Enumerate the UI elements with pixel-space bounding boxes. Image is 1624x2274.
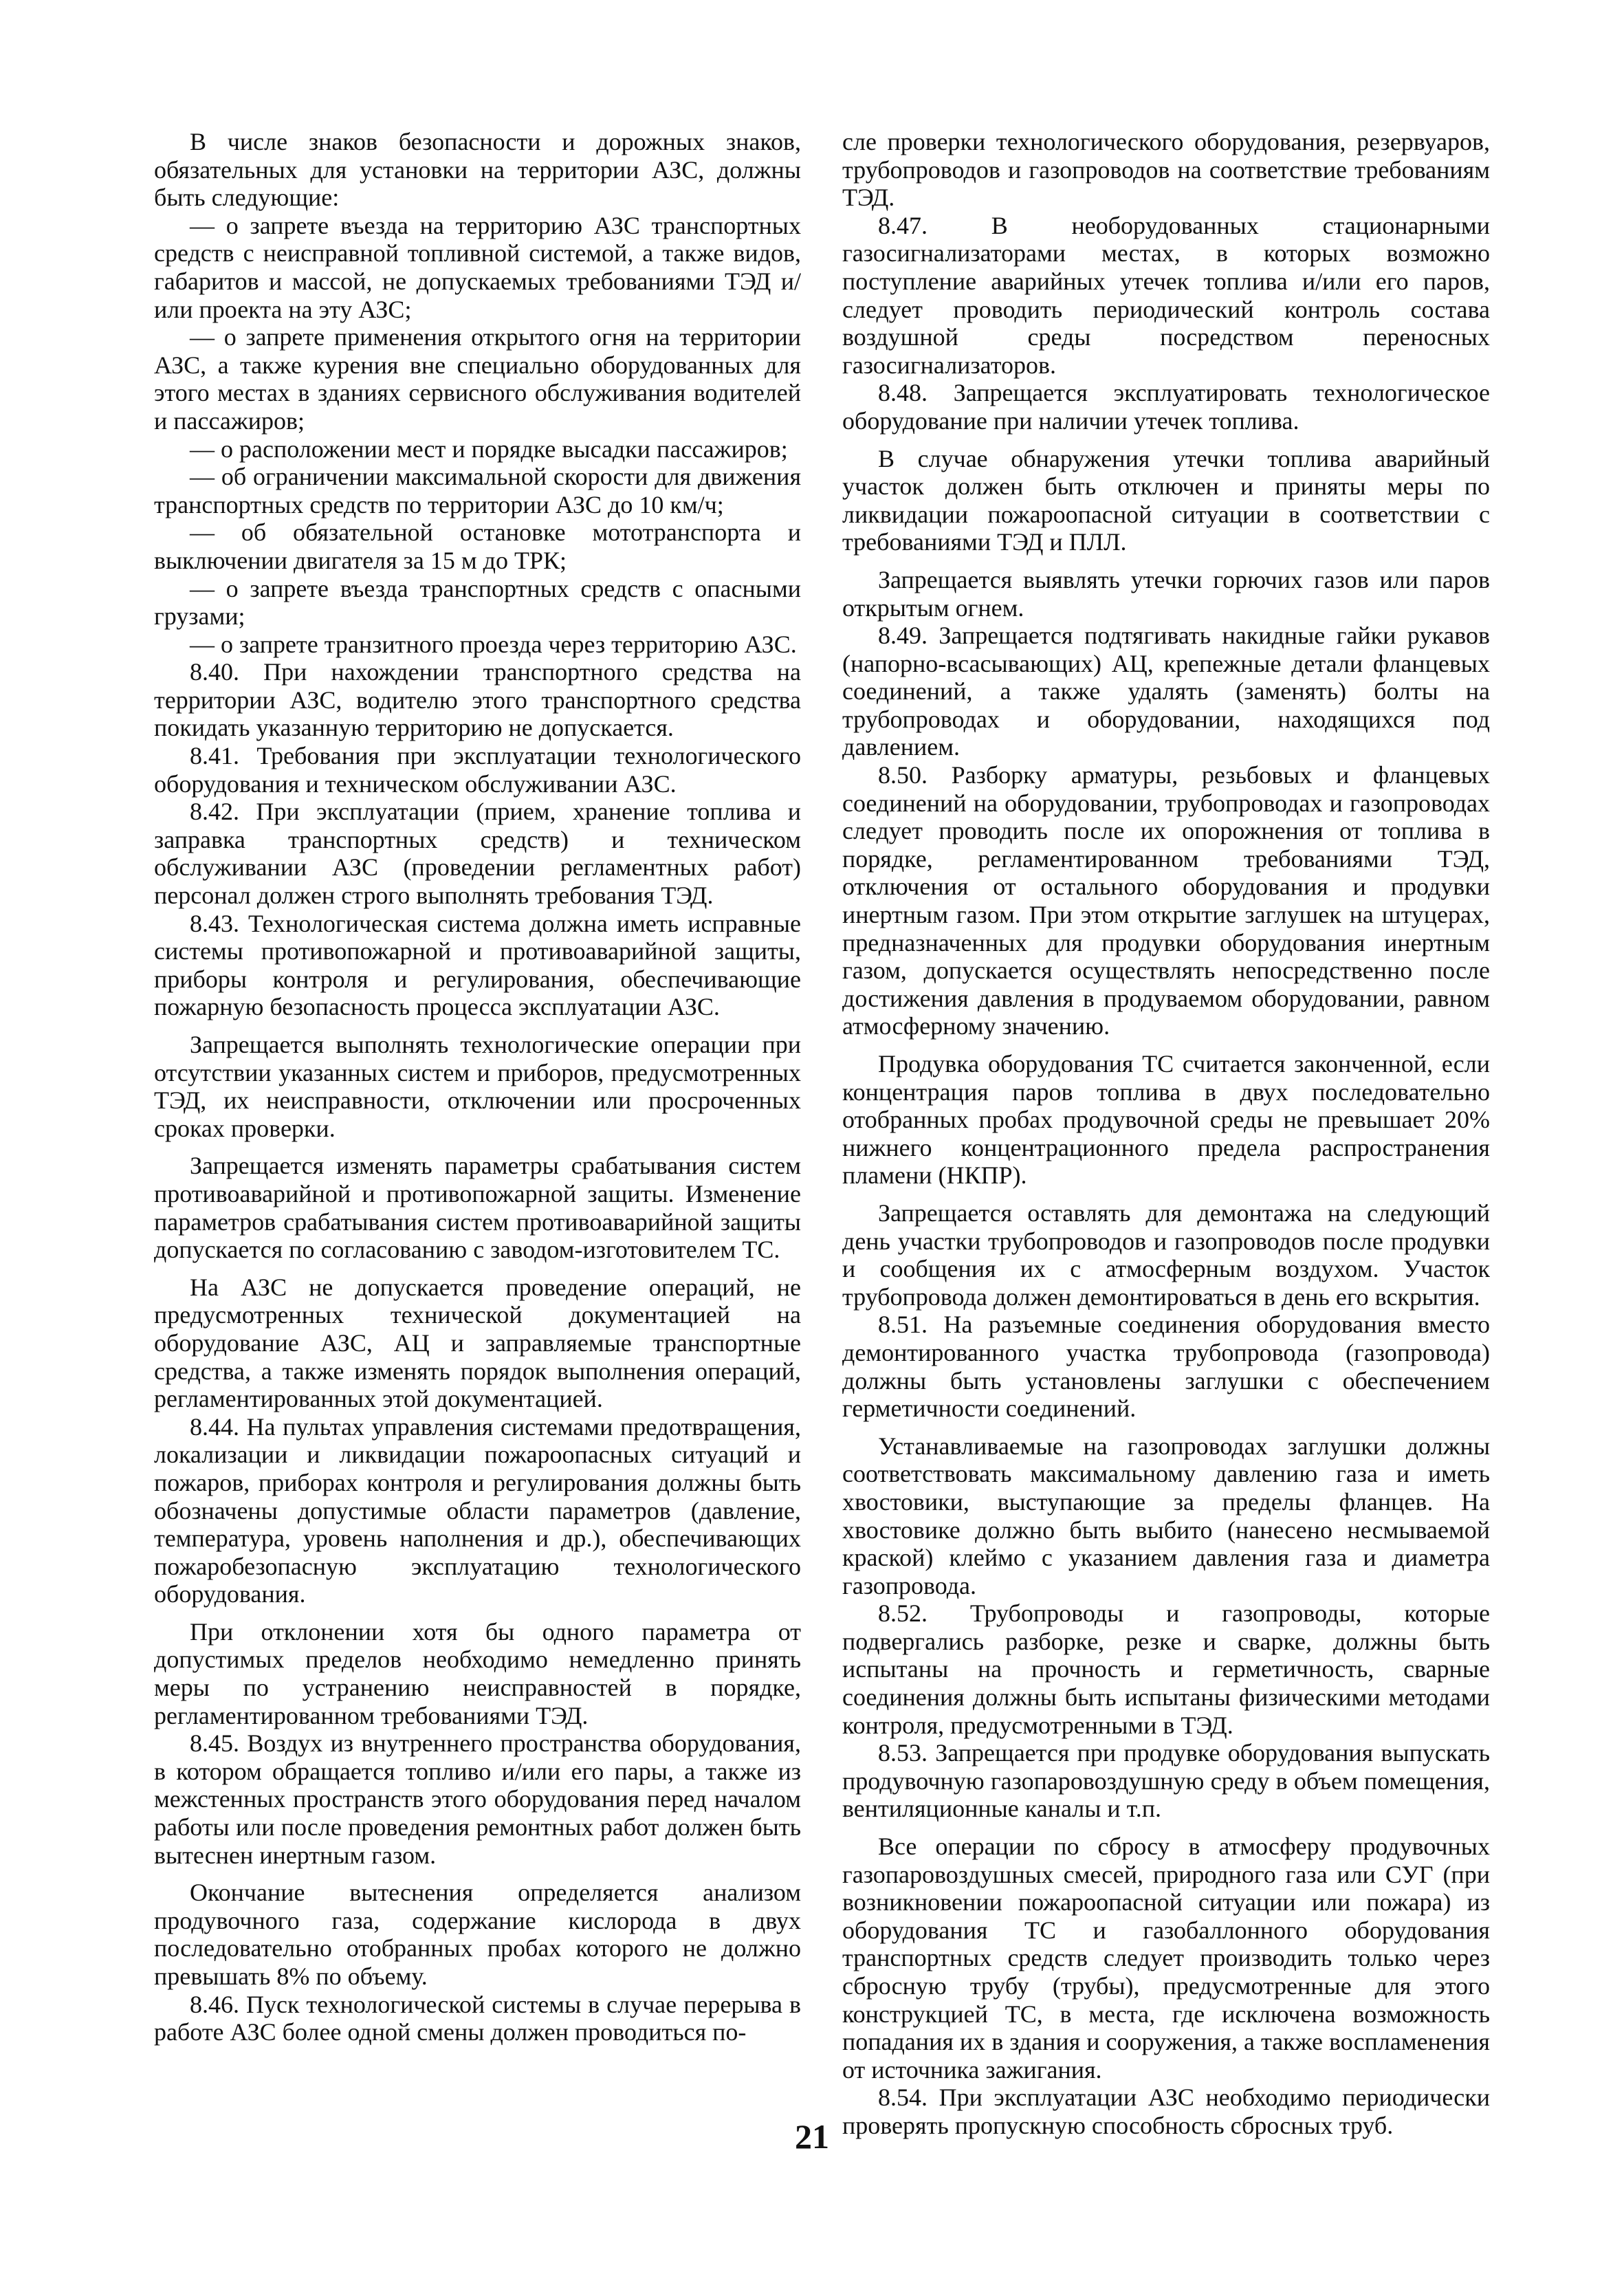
paragraph: Все операции по сбросу в атмосферу продувочных газопаровоздушных смесей, природного газа или СУГ (при возникновении пожароопасной ситуации или пожара) из оборудования ТС и газобаллонного оборудования транспортных средств следует производить только через сбросную трубу (трубы), предусмотренные для этого конструкцией ТС, в места, где исключена возможность попадания их в здания и сооружения, а также воспламенения от источника зажигания. (842, 1833, 1490, 2084)
paragraph: 8.46. Пуск технологической системы в случае перерыва в работе АЗС более одной смены должен проводиться по- (154, 1990, 801, 2046)
paragraph: В случае обнаружения утечки топлива аварийный участок должен быть отключен и приняты меры по ликвидации пожароопасной ситуации в соответствии с требованиями ТЭД и ПЛЛ. (842, 444, 1490, 556)
paragraph: 8.48. Запрещается эксплуатировать технологическое оборудование при наличии утечек топлива. (842, 379, 1490, 435)
paragraph: — о запрете применения открытого огня на территории АЗС, а также курения вне специально оборудованных для этого местах в зданиях сервисного обслуживания водителей и пассажиров; (154, 323, 801, 435)
paragraph: 8.41. Требования при эксплуатации технологического оборудования и техническом обслуживании АЗС. (154, 742, 801, 798)
paragraph: Устанавливаемые на газопроводах заглушки должны соответствовать максимальному давлению газа и иметь хвостовики, выступающие за пределы фланцев. На хвостовике должно быть выбито (нанесено несмываемой краской) клеймо с указанием давления газа и диаметра газопровода. (842, 1432, 1490, 1599)
paragraph: Продувка оборудования ТС считается законченной, если концентрация паров топлива в двух последовательно отобранных пробах продувочной среды не превышает 20% нижнего концентрационного предела распространения пламени (НКПР). (842, 1050, 1490, 1190)
paragraph: 8.53. Запрещается при продувке оборудования выпускать продувочную газопаровоздушную среду в объем помещения, вентиляционные каналы и т.п. (842, 1739, 1490, 1823)
paragraph: При отклонении хотя бы одного параметра от допустимых пределов необходимо немедленно принять меры по устранению неисправностей в порядке, регламентированном требованиями ТЭД. (154, 1617, 801, 1729)
paragraph: 8.50. Разборку арматуры, резьбовых и фланцевых соединений на оборудовании, трубопроводах и газопроводах следует проводить после их опорожнения от топлива в порядке, регламентированном требованиями ТЭД, отключения от остального оборудования и продувки инертным газом. При этом открытие заглушек на штуцерах, предназначенных для продувки оборудования инертным газом, допускается осуществлять непосредственно после достижения давления в продуваемом оборудовании, равном атмосферному значению. (842, 761, 1490, 1040)
paragraph: — об ограничении максимальной скорости для движения транспортных средств по территории АЗС до 10 км/ч; (154, 463, 801, 518)
paragraph: Запрещается изменять параметры срабатывания систем противоаварийной и противопожарной защиты. Изменение параметров срабатывания систем противоаварийной защиты допускается по согласованию с заводом-изготовителем ТС. (154, 1152, 801, 1264)
paragraph: сле проверки технологического оборудования, резервуаров, трубопроводов и газопроводов на соответствие требованиям ТЭД. (842, 128, 1490, 212)
paragraph: Запрещается выявлять утечки горючих газов или паров открытым огнем. (842, 565, 1490, 622)
paragraph: — об обязательной остановке мототранспорта и выключении двигателя за 15 м до ТРК; (154, 518, 801, 574)
paragraph: — о запрете въезда на территорию АЗС транспортных средств с неисправной топливной системой, а также видов, габаритов и массой, не допускаемых требованиями ТЭД и/или проекта на эту АЗС; (154, 211, 801, 323)
paragraph: 8.49. Запрещается подтягивать накидные гайки рукавов (напорно-всасывающих) АЦ, крепежные детали фланцевых соединений, а также удалять (заменять) болты на трубопроводах и оборудовании, находящихся под давлением. (842, 622, 1490, 761)
right-text-column (842, 128, 1490, 2140)
paragraph: 8.44. На пультах управления системами предотвращения, локализации и ликвидации пожароопасных ситуаций и пожаров, приборах контроля и регулирования должны быть обозначены допустимые области параметров (давление, температура, уровень наполнения и др.), обеспечивающих пожаробезопасную эксплуатацию технологического оборудования. (154, 1412, 801, 1608)
paragraph: 8.54. При эксплуатации АЗС необходимо периодически проверять пропускную способность сбросных труб. (842, 2084, 1490, 2139)
paragraph: 8.42. При эксплуатации (прием, хранение топлива и заправка транспортных средств) и техническом обслуживании АЗС (проведении регламентных работ) персонал должен строго выполнять требования ТЭД. (154, 798, 801, 910)
paragraph: 8.40. При нахождении транспортного средства на территории АЗС, водителю этого транспортного средства покидать указанную территорию не допускается. (154, 658, 801, 742)
paragraph: Окончание вытеснения определяется анализом продувочного газа, содержание кислорода в двух последовательно отобранных пробах которого не должно превышать 8% по объему. (154, 1879, 801, 1990)
paragraph: — о запрете транзитного проезда через территорию АЗС. (190, 630, 797, 658)
page-number: 21 (795, 2117, 829, 2156)
paragraph: 8.47. В необорудованных стационарными газосигнализаторами местах, в которых возможно поступление аварийных утечек топлива и/или его паров, следует проводить периодический контроль состава воздушной среды посредством переносных газосигнализаторов. (842, 211, 1490, 379)
paragraph: В числе знаков безопасности и дорожных знаков, обязательных для установки на территории АЗС, должны быть следующие: (154, 128, 801, 212)
paragraph: Запрещается выполнять технологические операции при отсутствии указанных систем и приборов, предусмотренных ТЭД, их неисправности, отключении или просроченных сроках проверки. (154, 1031, 801, 1142)
paragraph: 8.51. На разъемные соединения оборудования вместо демонтированного участка трубопровода (газопровода) должны быть установлены заглушки с обеспечением герметичности соединений. (842, 1311, 1490, 1423)
paragraph: 8.52. Трубопроводы и газопроводы, которые подвергались разборке, резке и сварке, должны быть испытаны на прочность и герметичность, сварные соединения должны быть испытаны физическими методами контроля, предусмотренными в ТЭД. (842, 1599, 1490, 1739)
paragraph: — о запрете въезда транспортных средств с опасными грузами; (154, 574, 801, 631)
left-text-column (154, 128, 801, 2046)
paragraph: Запрещается оставлять для демонтажа на следующий день участки трубопроводов и газопроводов после продувки и сообщения их с атмосферным воздухом. Участок трубопровода должен демонтироваться в день его вскрытия. (842, 1199, 1490, 1311)
paragraph: 8.43. Технологическая система должна иметь исправные системы противопожарной и противоаварийной защиты, приборы контроля и регулирования, обеспечивающие пожарную безопасность процесса эксплуатации АЗС. (154, 909, 801, 1021)
paragraph: На АЗС не допускается проведение операций, не предусмотренных технической документацией на оборудование АЗС, АЦ и заправляемые транспортные средства, а также изменять порядок выполнения операций, регламентированных этой документацией. (154, 1273, 801, 1413)
paragraph: 8.45. Воздух из внутреннего пространства оборудования, в котором обращается топливо и/или его пары, а также из межстенных пространств этого оборудования перед началом работы или после проведения ремонтных работ должен быть вытеснен инертным газом. (154, 1729, 801, 1869)
paragraph: — о расположении мест и порядке высадки пассажиров; (190, 435, 788, 463)
